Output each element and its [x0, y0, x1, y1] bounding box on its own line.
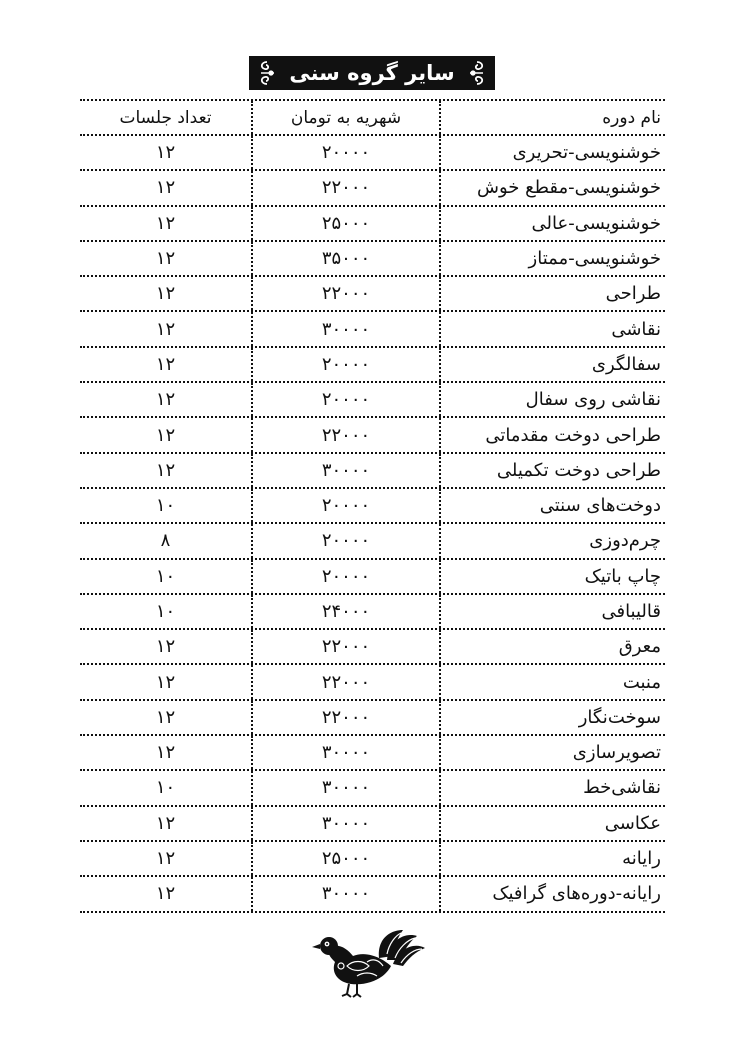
course-name-cell: رایانه-دوره‌های گرافیک — [492, 883, 661, 905]
table-row — [80, 665, 665, 700]
fee-cell: ۲۲۰۰۰ — [251, 418, 441, 451]
fee-cell: ۲۰۰۰۰ — [251, 348, 441, 381]
header-course-name: نام دوره — [602, 107, 661, 128]
table-row — [80, 207, 665, 242]
course-name-cell: قالیبافی — [601, 601, 661, 622]
course-name-cell: سفالگری — [591, 353, 661, 375]
table-row — [80, 489, 665, 524]
course-name-cell: رایانه — [622, 848, 661, 870]
bird-illustration — [307, 922, 437, 998]
table-row — [80, 736, 665, 771]
sessions-cell: ۱۲ — [155, 389, 176, 411]
sessions-cell: ۱۲ — [155, 142, 176, 164]
table-row — [80, 807, 665, 842]
sessions-cell: ۱۲ — [155, 353, 176, 375]
course-name-cell: خوشنویسی-تحریری — [512, 142, 661, 164]
title-banner — [0, 56, 744, 90]
sessions-cell: ۱۰ — [155, 777, 176, 799]
fee-cell: ۲۲۰۰۰ — [251, 630, 441, 663]
sessions-cell: ۱۲ — [155, 742, 176, 764]
table-row — [80, 348, 665, 383]
table-row — [80, 418, 665, 453]
fee-cell: ۲۲۰۰۰ — [251, 701, 441, 734]
header-fee: شهریه به تومان — [251, 101, 441, 134]
course-name-cell: خوشنویسی-عالی — [531, 212, 661, 234]
fee-cell: ۲۰۰۰۰ — [251, 489, 441, 522]
fee-cell: ۲۵۰۰۰ — [251, 207, 441, 240]
sessions-cell: ۱۲ — [155, 636, 176, 658]
table-row — [80, 383, 665, 418]
fee-cell: ۳۰۰۰۰ — [251, 807, 441, 840]
sessions-cell: ۱۲ — [155, 706, 176, 728]
course-name-cell: چرم‌دوزی — [589, 530, 661, 552]
fee-cell: ۳۰۰۰۰ — [251, 771, 441, 804]
fee-cell: ۲۰۰۰۰ — [251, 560, 441, 593]
fee-cell: ۲۲۰۰۰ — [251, 665, 441, 698]
table-row — [80, 560, 665, 595]
sessions-cell: ۱۰ — [155, 565, 176, 587]
course-name-cell: نقاشی‌خط — [583, 777, 661, 799]
course-name-cell: سوخت‌نگار — [578, 706, 661, 728]
sessions-cell: ۱۰ — [155, 601, 176, 622]
table-row — [80, 524, 665, 559]
sessions-cell: ۱۲ — [155, 424, 176, 446]
fee-cell: ۲۵۰۰۰ — [251, 842, 441, 875]
fee-cell: ۳۵۰۰۰ — [251, 242, 441, 275]
fee-cell: ۳۰۰۰۰ — [251, 736, 441, 769]
title-box — [249, 56, 494, 90]
table-row — [80, 171, 665, 206]
table-row — [80, 595, 665, 630]
sessions-cell: ۸ — [160, 530, 171, 552]
course-name-cell: تصویرسازی — [572, 742, 661, 764]
table-row — [80, 701, 665, 736]
scroll-ornament-icon — [467, 60, 487, 86]
course-name-cell: طراحی — [605, 283, 661, 305]
fee-cell: ۳۰۰۰۰ — [251, 454, 441, 487]
page-title: سایر گروه سنی — [289, 61, 455, 85]
sessions-cell: ۱۲ — [155, 671, 176, 693]
table-row — [80, 312, 665, 347]
sessions-cell: ۱۲ — [155, 283, 176, 305]
course-name-cell: منبت — [622, 671, 661, 693]
course-name-cell: نقاشی — [611, 318, 661, 340]
course-name-cell: معرق — [618, 636, 661, 658]
table-row — [80, 630, 665, 665]
table-body — [80, 136, 665, 913]
table-row — [80, 454, 665, 489]
sessions-cell: ۱۲ — [155, 212, 176, 234]
table-row — [80, 242, 665, 277]
fee-cell: ۲۰۰۰۰ — [251, 136, 441, 169]
sessions-cell: ۱۲ — [155, 848, 176, 870]
course-name-cell: طراحی دوخت تکمیلی — [496, 459, 661, 481]
course-name-cell: خوشنویسی-ممتاز — [528, 248, 661, 270]
table-row — [80, 842, 665, 877]
course-name-cell: نقاشی روی سفال — [525, 389, 661, 411]
fee-cell: ۲۲۰۰۰ — [251, 171, 441, 204]
course-name-cell: چاپ باتیک — [584, 565, 661, 587]
fee-cell: ۲۰۰۰۰ — [251, 383, 441, 416]
sessions-cell: ۱۲ — [155, 318, 176, 340]
table-header-row — [80, 99, 665, 136]
fee-cell: ۳۰۰۰۰ — [251, 877, 441, 910]
sessions-cell: ۱۲ — [155, 883, 176, 905]
sessions-cell: ۱۲ — [155, 459, 176, 481]
fee-cell: ۲۰۰۰۰ — [251, 524, 441, 557]
course-name-cell: طراحی دوخت مقدماتی — [485, 424, 661, 446]
course-name-cell: دوخت‌های سنتی — [539, 495, 661, 517]
fee-cell: ۲۲۰۰۰ — [251, 277, 441, 310]
fee-cell: ۲۴۰۰۰ — [251, 595, 441, 628]
header-sessions: تعداد جلسات — [119, 107, 212, 128]
table-row — [80, 277, 665, 312]
sessions-cell: ۱۲ — [155, 248, 176, 270]
course-name-cell: عکاسی — [604, 812, 661, 834]
course-table — [80, 99, 665, 913]
scroll-ornament-icon — [257, 60, 277, 86]
table-row — [80, 877, 665, 912]
table-row — [80, 136, 665, 171]
course-name-cell: خوشنویسی-مقطع خوش — [476, 177, 661, 199]
sessions-cell: ۱۲ — [155, 177, 176, 199]
fee-cell: ۳۰۰۰۰ — [251, 312, 441, 345]
sessions-cell: ۱۰ — [155, 495, 176, 517]
sessions-cell: ۱۲ — [155, 812, 176, 834]
table-row — [80, 771, 665, 806]
